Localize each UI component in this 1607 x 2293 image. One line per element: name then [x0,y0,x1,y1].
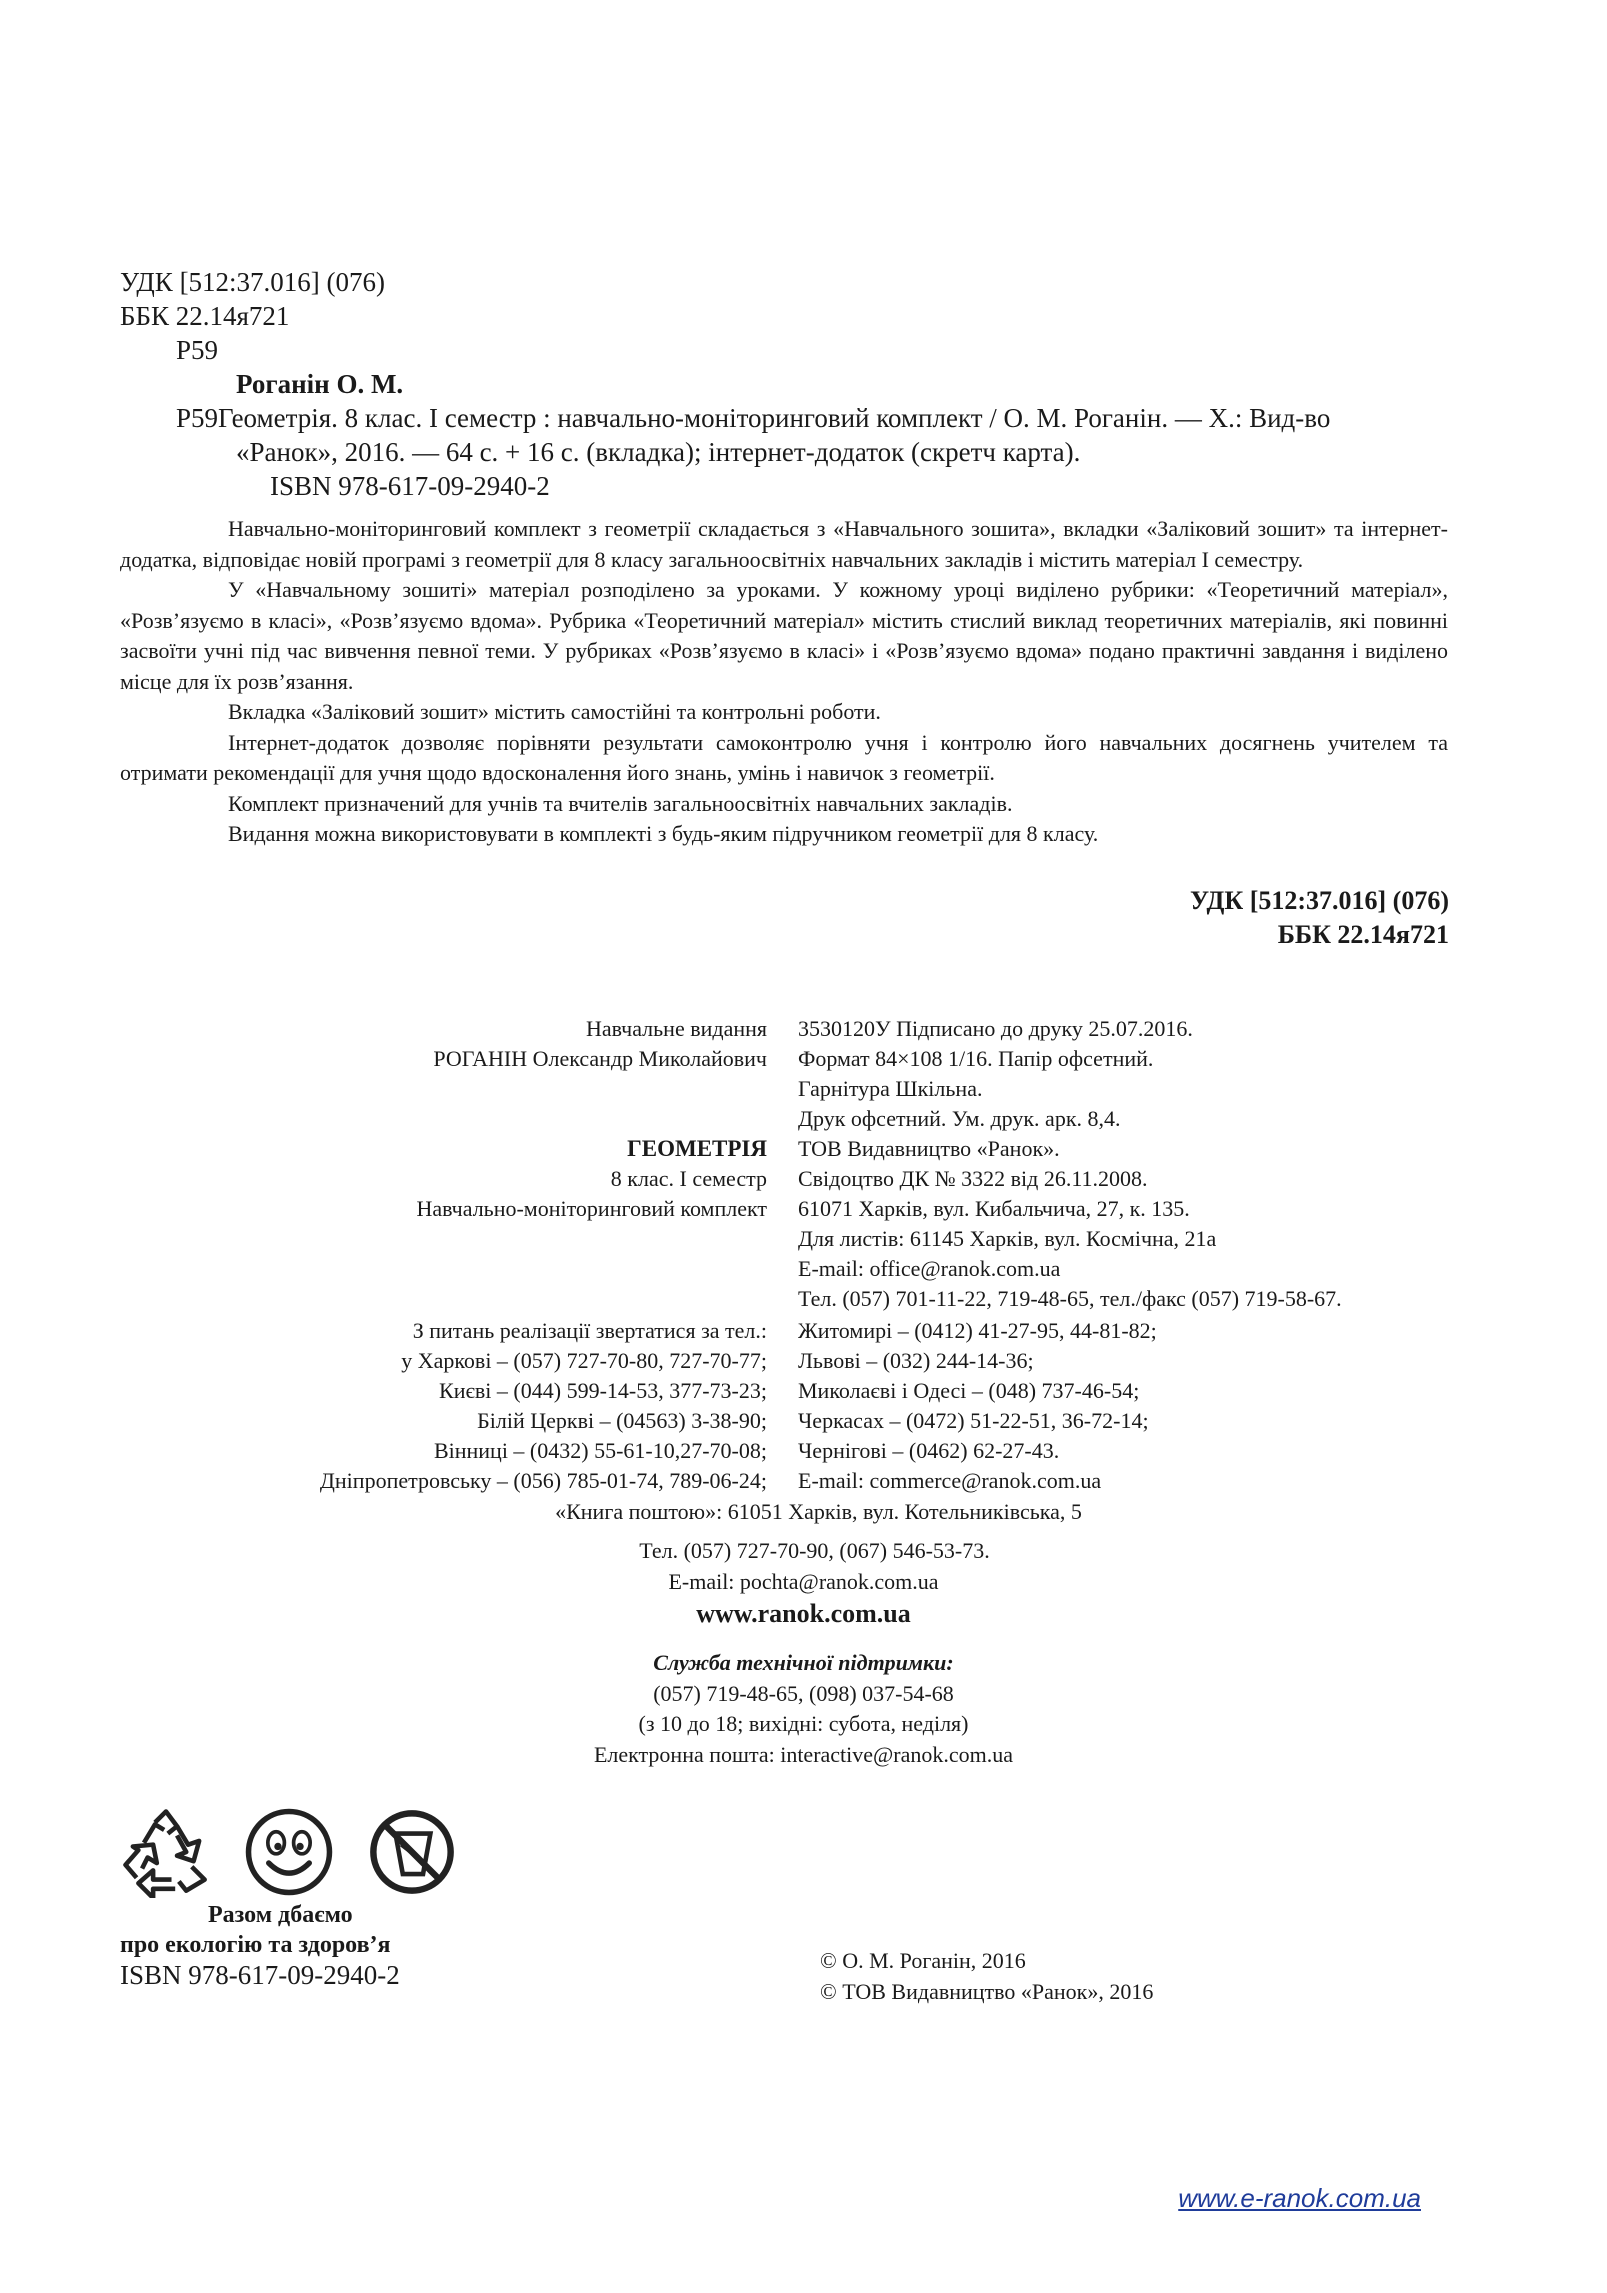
distribution-line: Житомирі – (0412) 41-27-95, 44-81-82; [798,1318,1157,1343]
mail-order-block [0,1497,1607,1528]
annotation-paragraph: Інтернет-додаток дозволяє порівняти результати самоконтролю учня і контролю його навчальних досягнень учителем та отримати рекомендації для учня щодо вдосконалення його знань, умінь і навичок з геометрії. [120,729,1448,785]
no-plastic-icon [366,1806,458,1898]
mail-order: «Книга поштою»: 61051 Харків, вул. Котельниківська, 5 [555,1499,1082,1524]
edition-type: Навчальне видання [585,1016,767,1041]
title-line-2: «Ранок», 2016. — 64 с. + 16 с. (вкладка); інтернет-додаток (скретч карта). [236,437,1081,467]
bbk-code-bold: ББК 22.14я721 [1277,920,1449,949]
author-name: Роганін О. М. [236,369,404,399]
distribution-line: Львові – (032) 244-14-36; [798,1348,1034,1373]
imprint-right [798,1014,1342,1314]
distribution-line: Вінниці – (0432) 55-61-10,27-70-08; [433,1438,767,1463]
distribution-line: Черкасах – (0472) 51-22-51, 36-72-14; [798,1408,1149,1433]
contact-block [0,1536,1607,1631]
tech-line: 61071 Харків, вул. Кибальчича, 27, к. 135. [798,1196,1190,1221]
distribution-line: Миколаєві і Одесі – (048) 737-46-54; [798,1378,1140,1403]
publisher-website-link[interactable]: www.e-ranok.com.ua [1178,2183,1421,2213]
author-code: Р59 [176,335,219,365]
tech-line: Тел. (057) 701-11-22, 719-48-65, тел./факс (057) 719-58-67. [798,1286,1342,1311]
distribution-line: Білій Церкві – (04563) 3-38-90; [477,1408,767,1433]
distribution-line: E-mail: commerce@ranok.com.ua [798,1468,1102,1493]
distribution-left [320,1316,767,1496]
contact-phone: Тел. (057) 727-70-90, (067) 546-53-73. [639,1538,990,1563]
distribution-right [798,1316,1157,1496]
distribution-line: З питань реалізації звертатися за тел.: [412,1318,767,1343]
website: www.ranok.com.ua [696,1599,911,1628]
imprint-left [416,1014,767,1224]
support-email: Електронна пошта: interactive@ranok.com.ua [593,1741,1014,1767]
classification-codes [1190,884,1449,952]
eco-slogan [120,1900,400,1990]
eco-slogan-line-2: про екологію та здоров’я [120,1932,391,1958]
isbn-header: ISBN 978-617-09-2940-2 [270,471,550,501]
book-title: ГЕОМЕТРІЯ [627,1136,767,1161]
support-phones: (057) 719-48-65, (098) 037-54-68 [653,1680,954,1706]
support-block [0,1648,1607,1770]
author-full-name: РОГАНІН Олександр Миколайович [433,1046,767,1071]
title-line-1: Р59Геометрія. 8 клас. І семестр : навчально-моніторинговий комплект / О. М. Роганін. — Х.: Вид-во [176,403,1331,433]
annotation-paragraph: Комплект призначений для учнів та вчителів загальноосвітніх навчальних закладів. [228,790,1013,816]
udk-code: УДК [512:37.016] (076) [120,267,386,297]
annotation-paragraph: Видання можна використовувати в комплекті з будь-яким підручником геометрії для 8 класу. [228,821,1099,846]
bibliographic-header [120,265,1450,503]
copyright-block [820,1945,1153,2007]
annotation-paragraph: У «Навчальному зошиті» матеріал розподілено за уроками. У кожному уроці виділено рубрики: «Теоретичний матеріал», «Розв’язуємо в класі», «Розв’язуємо вдома». Рубрика «Теоретичний матеріал» містить стислий виклад теоретичних матеріалів, які повинні засвоїти учні під час вивчення певної теми. У рубриках «Розв’язуємо в класі» і «Розв’язуємо вдома» подано практичні завдання і виділено місце для їх розв’язання. [120,577,1448,694]
tech-line: E-mail: office@ranok.com.ua [798,1256,1061,1281]
support-title: Служба технічної підтримки: [653,1650,954,1675]
eco-slogan-line-1: Разом дбаємо [208,1902,353,1928]
copyright-author: © О. М. Роганін, 2016 [820,1948,1026,1973]
annotation [120,514,1448,850]
tech-line: Гарнітура Шкільна. [798,1076,983,1101]
tech-line: 3530120У Підписано до друку 25.07.2016. [798,1016,1193,1041]
copyright-publisher: © ТОВ Видавництво «Ранок», 2016 [820,1979,1154,2004]
tech-line: Свідоцтво ДК № 3322 від 26.11.2008. [798,1166,1148,1191]
tech-line: ТОВ Видавництво «Ранок». [798,1136,1060,1161]
support-hours: (з 10 до 18; вихідні: субота, неділя) [638,1711,969,1736]
distribution-line: Києві – (044) 599-14-53, 377-73-23; [439,1378,767,1403]
distribution-line: Дніпропетровську – (056) 785-01-74, 789-06-24; [319,1468,767,1493]
tech-line: Для листів: 61145 Харків, вул. Космічна, 21а [798,1226,1217,1251]
smiley-face-icon [243,1806,335,1898]
distribution-line: Чернігові – (0462) 62-27-43. [798,1438,1060,1463]
udk-code-bold: УДК [512:37.016] (076) [1190,886,1449,915]
annotation-paragraph: Навчально-моніторинговий комплект з геометрії складається з «Навчального зошита», вкладки «Заліковий зошит» та інтернет-додатка, відповідає новій програмі з геометрії для 8 класу загальноосвітніх навчальних закладів і містить матеріал І семестру. [120,516,1448,572]
annotation-paragraph: Вкладка «Заліковий зошит» містить самостійні та контрольні роботи. [228,699,881,724]
distribution-line: у Харкові – (057) 727-70-80, 727-70-77; [401,1348,767,1373]
contact-email: E-mail: pochta@ranok.com.ua [668,1568,939,1594]
recycle-icon [120,1806,212,1898]
isbn-footer: ISBN 978-617-09-2940-2 [120,1960,400,1990]
book-subtitle: 8 клас. І семестр [610,1166,767,1191]
tech-line: Формат 84×108 1/16. Папір офсетний. [798,1046,1154,1071]
book-kind: Навчально-моніторинговий комплект [416,1196,767,1221]
bbk-code: ББК 22.14я721 [120,301,290,331]
tech-line: Друк офсетний. Ум. друк. арк. 8,4. [798,1106,1121,1131]
